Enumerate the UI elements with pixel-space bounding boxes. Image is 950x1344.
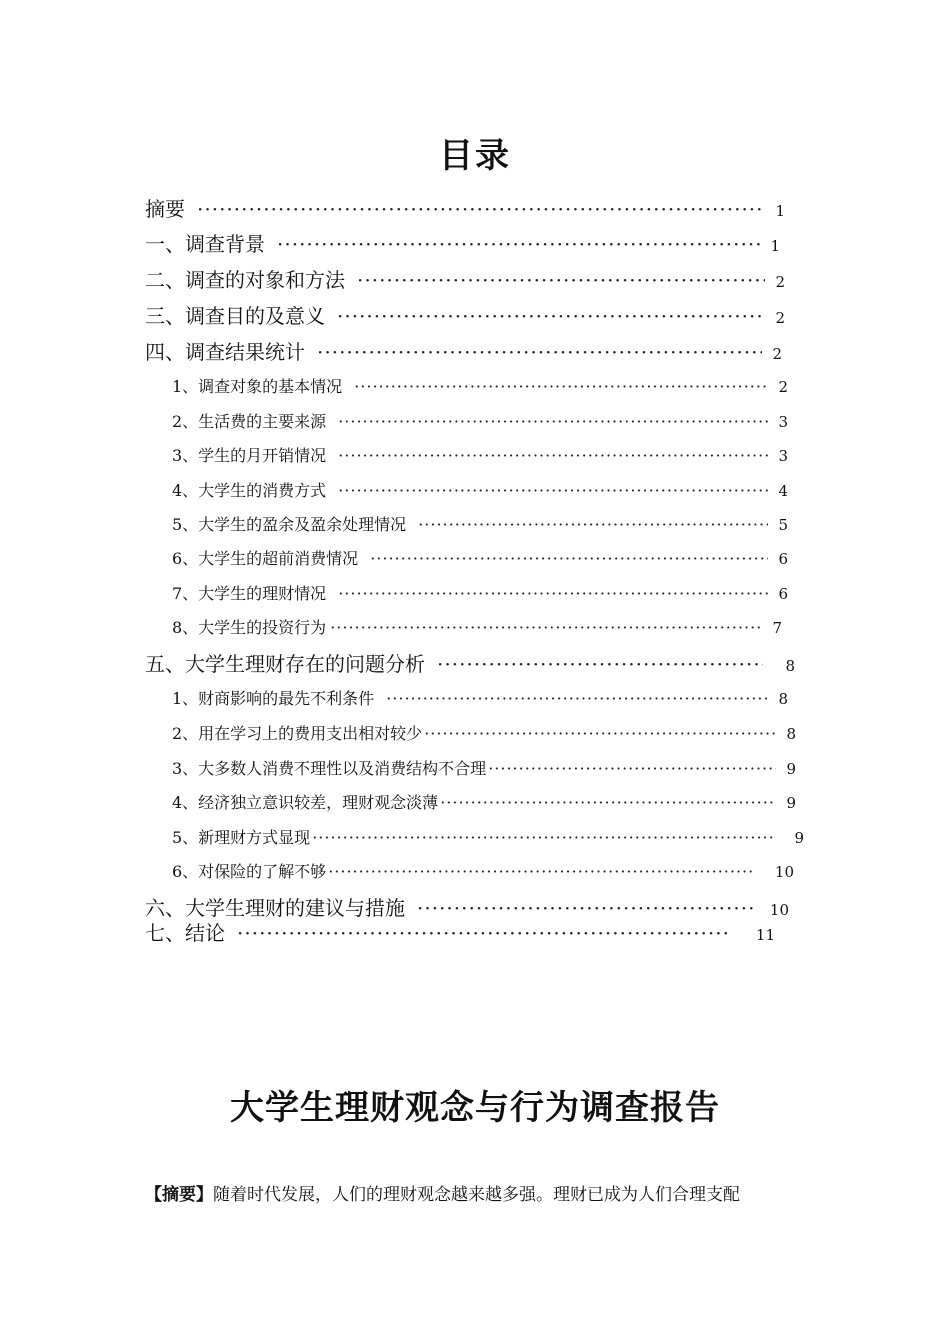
toc-entry[interactable] xyxy=(172,825,804,848)
toc-entry[interactable] xyxy=(172,478,788,501)
toc-entry[interactable] xyxy=(145,917,775,946)
toc-entry-label: 六、大学生理财的建议与措施 xyxy=(145,896,405,920)
toc-entry-label: 三、调查目的及意义 xyxy=(145,304,325,328)
abstract-text: 随着时代发展，人们的理财观念越来越多强。理财已成为人们合理支配 xyxy=(213,1185,740,1205)
toc-entry[interactable] xyxy=(172,790,796,813)
toc-entry-page: 3 xyxy=(778,413,788,431)
toc-entry-page: 10 xyxy=(769,901,789,919)
toc-leader-dots xyxy=(317,340,762,364)
toc-leader-dots xyxy=(440,793,776,812)
toc-entry-page: 6 xyxy=(778,550,788,568)
toc-entry-label: 8、大学生的投资行为 xyxy=(172,618,327,637)
toc-entry-page: 2 xyxy=(775,309,785,327)
toc-leader-dots xyxy=(424,724,776,743)
toc-entry-label: 一、调查背景 xyxy=(145,232,265,256)
toc-entry-page: 8 xyxy=(785,657,795,675)
toc-leader-dots xyxy=(338,446,768,465)
toc-leader-dots xyxy=(386,689,768,708)
toc-entry-page: 1 xyxy=(775,202,785,220)
toc-entry-label: 2、用在学习上的费用支出相对较少 xyxy=(172,724,423,743)
toc-entry-label: 4、大学生的消费方式 xyxy=(172,481,327,500)
toc-entry[interactable] xyxy=(145,648,795,677)
abstract-tag: 【摘要】 xyxy=(145,1185,213,1205)
toc-entry-label: 1、财商影响的最先不利条件 xyxy=(172,689,375,708)
toc-leader-dots xyxy=(370,549,768,568)
toc-entry-page: 5 xyxy=(778,516,788,534)
toc-entry[interactable] xyxy=(145,336,782,365)
toc-entry-label: 6、大学生的超前消费情况 xyxy=(172,549,359,568)
toc-leader-dots xyxy=(437,652,763,676)
toc-entry[interactable] xyxy=(172,443,788,466)
toc-leader-dots xyxy=(338,584,768,603)
toc-entry-page: 8 xyxy=(786,725,796,743)
toc-entry[interactable] xyxy=(172,721,796,744)
toc-entry[interactable] xyxy=(145,193,785,222)
toc-entry-label: 二、调查的对象和方法 xyxy=(145,268,345,292)
toc-entry[interactable] xyxy=(145,300,785,329)
toc-entry-page: 9 xyxy=(786,794,796,812)
toc-entry-page: 2 xyxy=(778,378,788,396)
toc-entry-page: 11 xyxy=(755,926,775,944)
toc-entry[interactable] xyxy=(172,409,788,432)
toc-entry-label: 6、对保险的了解不够 xyxy=(172,862,327,881)
toc-entry[interactable] xyxy=(172,374,788,397)
toc-leader-dots xyxy=(197,197,765,221)
toc-entry-page: 6 xyxy=(778,585,788,603)
toc-entry-page: 2 xyxy=(775,273,785,291)
toc-leader-dots xyxy=(312,828,776,847)
toc-entry-label: 7、大学生的理财情况 xyxy=(172,584,327,603)
toc-leader-dots xyxy=(357,268,765,292)
toc-entry-page: 10 xyxy=(774,863,794,881)
toc-entry[interactable] xyxy=(145,264,785,293)
toc-entry-page: 8 xyxy=(778,690,788,708)
toc-leader-dots xyxy=(237,921,728,945)
toc-entry-label: 1、调查对象的基本情况 xyxy=(172,377,343,396)
toc-entry[interactable] xyxy=(172,546,788,569)
abstract-paragraph xyxy=(145,1180,825,1205)
report-title: 大学生理财观念与行为调查报告 xyxy=(230,1088,720,1128)
toc-entry[interactable] xyxy=(172,859,794,882)
toc-entry-label: 摘要 xyxy=(145,197,185,221)
toc-entry-label: 七、结论 xyxy=(145,921,225,945)
toc-leader-dots xyxy=(418,515,768,534)
toc-leader-dots xyxy=(338,412,768,431)
toc-entry-label: 5、大学生的盈余及盈余处理情况 xyxy=(172,515,407,534)
toc-entry[interactable] xyxy=(172,512,788,535)
toc-entry-label: 5、新理财方式显现 xyxy=(172,828,311,847)
toc-entry-page: 1 xyxy=(770,237,780,255)
toc-leader-dots xyxy=(277,232,760,256)
toc-entry-label: 五、大学生理财存在的问题分析 xyxy=(145,652,425,676)
toc-entry-page: 9 xyxy=(794,829,804,847)
toc-entry-label: 4、经济独立意识较差，理财观念淡薄 xyxy=(172,793,439,812)
toc-entry[interactable] xyxy=(172,581,788,604)
toc-entry-label: 2、生活费的主要来源 xyxy=(172,412,327,431)
toc-entry-label: 3、学生的月开销情况 xyxy=(172,446,327,465)
toc-entry-label: 3、大多数人消费不理性以及消费结构不合理 xyxy=(172,759,487,778)
toc-leader-dots xyxy=(338,481,768,500)
toc-entry-page: 9 xyxy=(786,760,796,778)
toc-entry-page: 2 xyxy=(772,345,782,363)
toc-leader-dots xyxy=(354,377,768,396)
toc-entry-page: 3 xyxy=(778,447,788,465)
toc-entry-page: 7 xyxy=(772,619,782,637)
toc-title: 目录 xyxy=(439,136,511,176)
toc-leader-dots xyxy=(488,759,776,778)
toc-entry[interactable] xyxy=(172,615,782,638)
toc-entry[interactable] xyxy=(145,228,780,257)
toc-entry-page: 4 xyxy=(778,482,788,500)
toc-entry[interactable] xyxy=(172,686,788,709)
toc-leader-dots xyxy=(337,304,765,328)
toc-leader-dots xyxy=(330,618,762,637)
toc-entry[interactable] xyxy=(172,756,796,779)
toc-leader-dots xyxy=(328,862,755,881)
toc-entry-label: 四、调查结果统计 xyxy=(145,340,305,364)
